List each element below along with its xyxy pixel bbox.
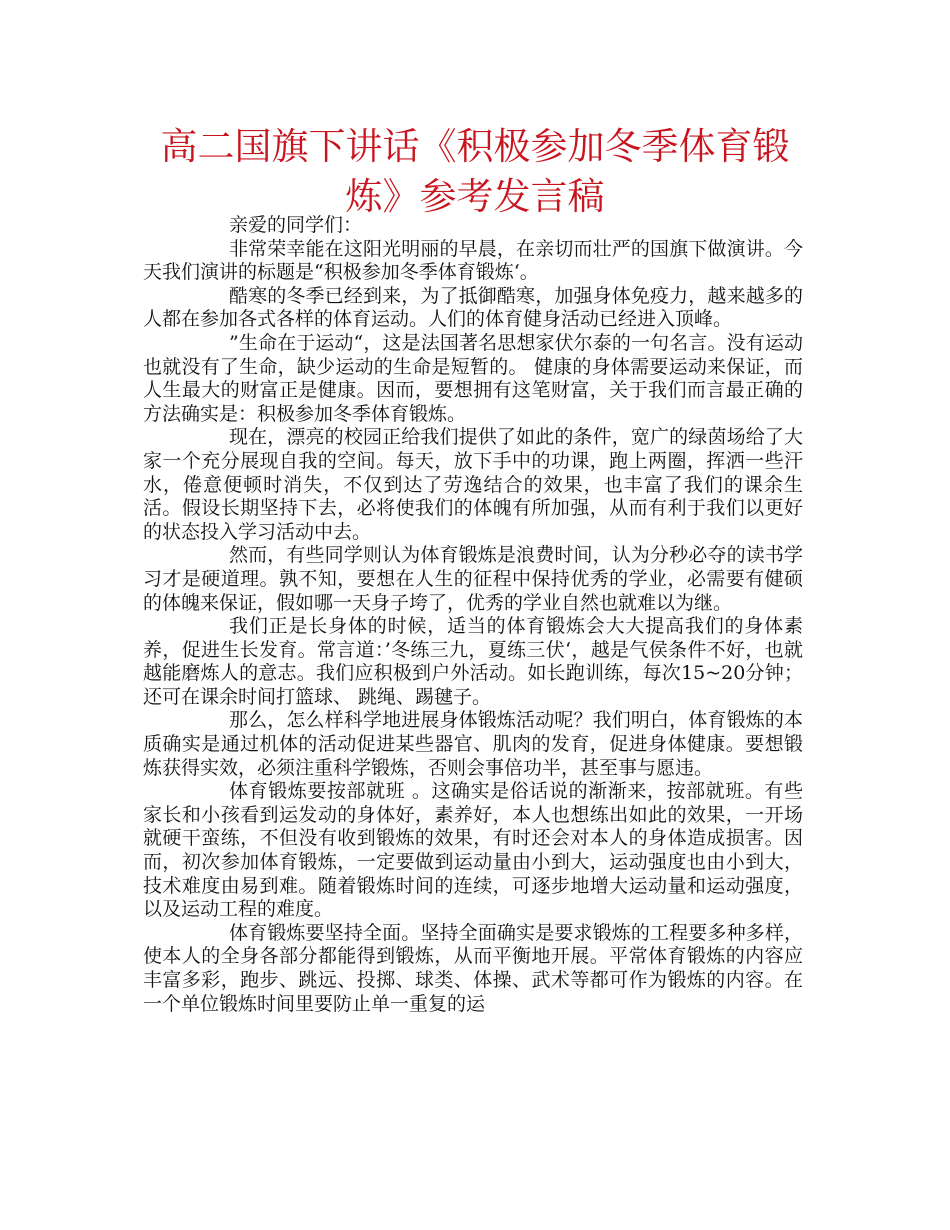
paragraph: 然而，有些同学则认为体育锻炼是浪费时间，认为分秒必夺的读书学习才是硬道理。孰不知，要想在人生的征程中保持优秀的学业，必需要有健硕的体魄来保证，假如哪一天身子垮了，优秀的学业自然也就难以为继。	[143, 544, 803, 614]
paragraph: ”生命在于运动“，这是法国著名思想家伏尔泰的一句名言。没有运动也就没有了生命，缺少运动的生命是短暂的。 健康的身体需要运动来保证，而人生最大的财富正是健康。因而，要想拥有这笔财富，关于我们而言最正确的方法确实是：积极参加冬季体育锻炼。	[143, 331, 803, 425]
paragraph: 体育锻炼要按部就班 。这确实是俗话说的渐渐来，按部就班。有些家长和小孩看到运发动的身体好，素养好，本人也想练出如此的效果，一开场就硬干蛮练，不但没有收到锻炼的效果，有时还会对本人的身体造成损害。因而，初次参加体育锻炼，一定要做到运动量由小到大，运动强度也由小到大，技术难度由易到难。随着锻炼时间的连续，可逐步地增大运动量和运动强度，以及运动工程的难度。	[143, 780, 803, 921]
paragraph: 体育锻炼要坚持全面。坚持全面确实是要求锻炼的工程要多种多样，使本人的全身各部分都能得到锻炼，从而平衡地开展。平常体育锻炼的内容应丰富多彩，跑步、跳远、投掷、球类、体操、武术等都可作为锻炼的内容。在一个单位锻炼时间里要防止单一重复的运	[143, 921, 803, 1015]
paragraph: 非常荣幸能在这阳光明丽的早晨，在亲切而壮严的国旗下做演讲。今天我们演讲的标题是“积极参加冬季体育锻炼‘。	[143, 237, 803, 284]
document-body	[143, 214, 803, 1016]
title-line-1: 高二国旗下讲话《积极参加冬季体育锻	[160, 125, 790, 168]
document-title	[0, 122, 950, 222]
paragraph: 那么，怎么样科学地进展身体锻炼活动呢？我们明白，体育锻炼的本质确实是通过机体的活动促进某些器官、肌肉的发育，促进身体健康。要想锻炼获得实效，必须注重科学锻炼，否则会事倍功半，甚至事与愿违。	[143, 709, 803, 779]
title-line-2: 炼》参考发言稿	[345, 175, 605, 218]
paragraph: 酷寒的冬季已经到来，为了抵御酷寒，加强身体免疫力，越来越多的人都在参加各式各样的体育运动。人们的体育健身活动已经进入顶峰。	[143, 284, 803, 331]
paragraph-greeting: 亲爱的同学们：	[229, 214, 363, 236]
paragraph: 我们正是长身体的时候，适当的体育锻炼会大大提高我们的身体素养，促进生长发育。常言道：’冬练三九，夏练三伏‘，越是气侯条件不好，也就越能磨炼人的意志。我们应积极到户外活动。如长跑训练，每次15~20分钟；还可在课余时间打篮球、 跳绳、踢毽子。	[143, 615, 803, 708]
paragraph: 现在，漂亮的校园正给我们提供了如此的条件，宽广的绿茵场给了大家一个充分展现自我的空间。每天，放下手中的功课，跑上两圈，挥洒一些汗水，倦意便顿时消失，不仅到达了劳逸结合的效果，也丰富了我们的课余生活。假设长期坚持下去，必将使我们的体魄有所加强，从而有利于我们以更好的状态投入学习活动中去。	[143, 426, 803, 543]
